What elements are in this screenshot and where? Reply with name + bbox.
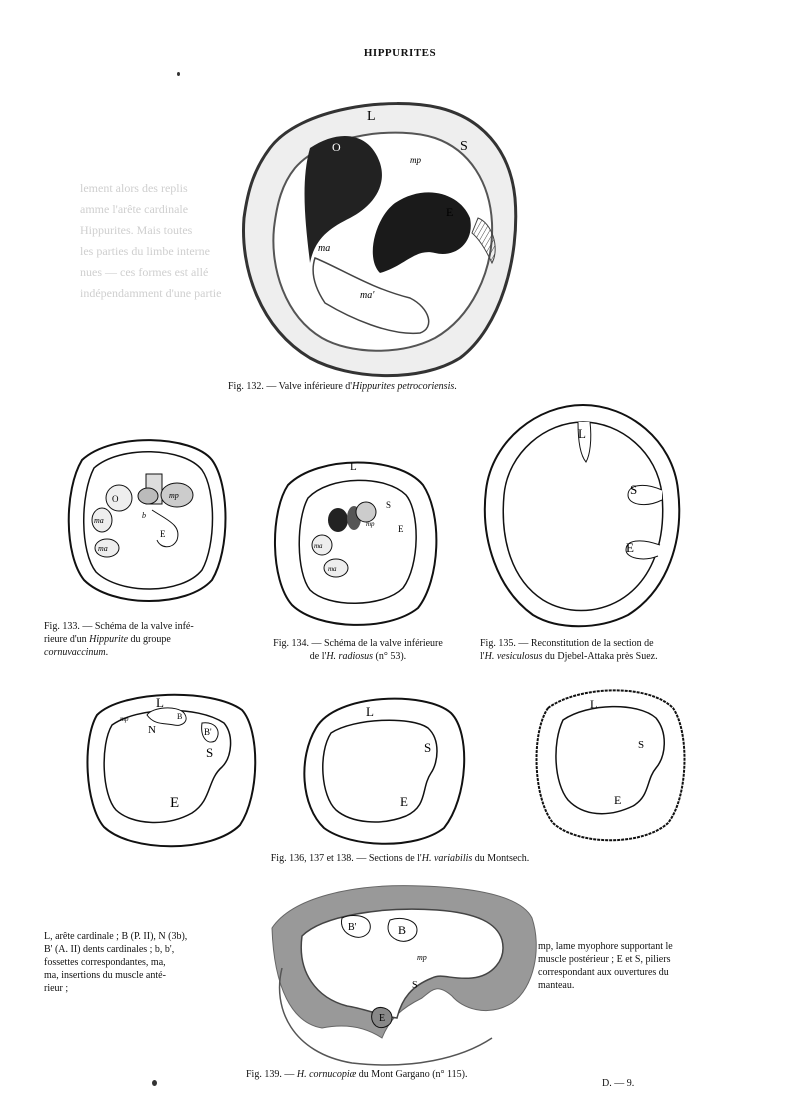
caption-num: Fig. 132. bbox=[228, 381, 264, 392]
fig-132-label-ma-prime: ma' bbox=[360, 290, 375, 301]
legend-right bbox=[538, 940, 768, 992]
caption-text: l' bbox=[480, 651, 485, 662]
ink-blot bbox=[152, 1080, 157, 1086]
fig-136-label-mp: mp bbox=[120, 715, 129, 723]
legend-line: ma, insertions du muscle anté- bbox=[44, 970, 166, 981]
fig-133-label-ma-2: ma bbox=[98, 544, 108, 553]
legend-line: manteau. bbox=[538, 980, 575, 991]
fig-136-label-e: E bbox=[170, 795, 180, 811]
fig-137-label-l: L bbox=[366, 704, 374, 719]
legend-line: B' (A. II) dents cardinales ; b, b', bbox=[44, 944, 175, 955]
caption-text: Sections de l' bbox=[368, 853, 422, 864]
caption-species: cornuvaccinum bbox=[44, 647, 106, 658]
caption-text: Schéma de la valve infé- bbox=[94, 621, 194, 632]
fig-132-label-mp: mp bbox=[410, 155, 421, 165]
fig-133-label-e: E bbox=[160, 529, 166, 539]
bleed-line: indépendamment d'une partie bbox=[80, 286, 222, 300]
bleed-line: amme l'arête cardinale bbox=[80, 202, 189, 216]
caption-genus: Hippurite bbox=[89, 634, 129, 645]
caption-dash: — bbox=[263, 381, 279, 392]
fig-134-drawing bbox=[268, 450, 443, 630]
fig-137-label-s: S bbox=[424, 740, 432, 755]
bleed-line: lement alors des replis bbox=[80, 181, 188, 195]
fig-138-label-l: L bbox=[590, 697, 598, 711]
fig-136-label-l: L bbox=[156, 695, 164, 710]
fig-139-label-b-prime: B' bbox=[348, 922, 357, 933]
fig-139-drawing bbox=[262, 878, 542, 1068]
fig-134-label-l: L bbox=[350, 461, 357, 473]
fig-134-label-mp: mp bbox=[366, 520, 375, 528]
legend-line: L, arête cardinale ; B (P. II), N (3b), bbox=[44, 931, 188, 942]
fig-134-label-ma: ma bbox=[314, 542, 323, 550]
ink-dot bbox=[177, 72, 180, 76]
caption-num: Fig. 136, 137 et 138. bbox=[270, 853, 354, 864]
caption-end: . bbox=[105, 647, 109, 658]
fig-133-label-b: b bbox=[142, 511, 146, 520]
fig-136-drawing bbox=[82, 685, 262, 855]
caption-text: Reconstitution de la section de bbox=[530, 638, 654, 649]
caption-fig-136-138 bbox=[0, 852, 800, 865]
caption-end: . bbox=[454, 381, 457, 392]
legend-line: correspondant aux ouvertures du bbox=[538, 967, 669, 978]
fig-134-label-e: E bbox=[398, 524, 404, 534]
caption-num: Fig. 134. bbox=[273, 638, 309, 649]
caption-fig-132 bbox=[228, 380, 457, 393]
fig-132-label-l: L bbox=[367, 109, 376, 124]
caption-species: H. radiosus bbox=[326, 651, 374, 662]
bleed-line: nues — ces formes est allé bbox=[80, 265, 209, 279]
fig-139-label-mp: mp bbox=[417, 953, 427, 962]
fig-136-label-s: S bbox=[206, 745, 214, 760]
legend-line: fossettes correspondantes, ma, bbox=[44, 957, 166, 968]
signature-mark: D. — 9. bbox=[602, 1078, 635, 1089]
caption-dash: — bbox=[281, 1069, 297, 1080]
fig-132-label-e: E bbox=[446, 205, 454, 219]
caption-dash: — bbox=[79, 621, 95, 632]
fig-133-label-ma: ma bbox=[94, 516, 104, 525]
fig-139-label-b: B bbox=[398, 923, 407, 937]
caption-num: Fig. 133. bbox=[44, 621, 80, 632]
bleed-line: les parties du limbe interne bbox=[80, 244, 210, 258]
caption-fig-139 bbox=[246, 1068, 468, 1081]
caption-num: Fig. 135. bbox=[480, 638, 516, 649]
fig-132-label-o: O bbox=[332, 140, 341, 154]
caption-species: H. cornucopiæ bbox=[296, 1069, 357, 1080]
caption-num: Fig. 139. bbox=[246, 1069, 282, 1080]
legend-line: rieur ; bbox=[44, 983, 69, 994]
fig-133-label-mp: mp bbox=[169, 491, 179, 500]
fig-136-label-b-prime: B' bbox=[204, 727, 212, 737]
fig-135-label-l: L bbox=[578, 426, 586, 441]
caption-fig-134 bbox=[243, 637, 473, 663]
fig-135-drawing bbox=[478, 400, 688, 630]
caption-species: H. variabilis bbox=[421, 853, 473, 864]
running-header: HIPPURITES bbox=[363, 47, 437, 59]
caption-dash: — bbox=[309, 638, 324, 649]
fig-137-drawing bbox=[296, 688, 471, 848]
caption-species: Hippurites petrocoriensis bbox=[352, 381, 455, 392]
legend-line: mp, lame myophore supportant le bbox=[538, 941, 673, 952]
fig-139-label-e: E bbox=[379, 1013, 386, 1024]
fig-135-label-s: S bbox=[630, 482, 638, 497]
caption-text: (n° 53). bbox=[373, 651, 407, 662]
caption-dash: — bbox=[515, 638, 531, 649]
fig-138-drawing bbox=[528, 678, 693, 848]
fig-135-label-e: E bbox=[626, 540, 634, 555]
caption-fig-133 bbox=[44, 620, 234, 659]
bleed-line: Hippurites. Mais toutes bbox=[80, 223, 193, 237]
fig-132-drawing bbox=[230, 88, 530, 388]
fig-134-label-s: S bbox=[386, 500, 392, 510]
caption-fig-135 bbox=[480, 637, 780, 663]
caption-text: du Djebel-Attaka près Suez. bbox=[542, 651, 658, 662]
caption-text: de l' bbox=[309, 651, 327, 662]
fig-138-label-e: E bbox=[614, 793, 622, 807]
caption-text: du groupe bbox=[128, 634, 171, 645]
caption-text: rieure d'un bbox=[44, 634, 90, 645]
caption-end: du Mont Gargano (n° 115). bbox=[356, 1069, 468, 1080]
fig-132-label-ma: ma bbox=[318, 243, 331, 254]
fig-134-label-ma-2: ma bbox=[328, 565, 337, 573]
fig-138-label-s: S bbox=[638, 739, 645, 751]
caption-dash: — bbox=[353, 853, 369, 864]
fig-132-label-s: S bbox=[460, 139, 468, 154]
fig-133-drawing bbox=[62, 430, 232, 610]
fig-139-label-s: S bbox=[412, 980, 418, 991]
fig-133-label-o: O bbox=[112, 494, 119, 504]
fig-137-label-e: E bbox=[400, 794, 408, 809]
caption-species: H. vesiculosus bbox=[484, 651, 543, 662]
fig-136-label-n: N bbox=[148, 724, 156, 736]
caption-end: du Montsech. bbox=[472, 853, 530, 864]
caption-text: Schéma de la valve inférieure bbox=[324, 638, 443, 649]
legend-left bbox=[44, 930, 264, 995]
legend-line: muscle postérieur ; E et S, piliers bbox=[538, 954, 671, 965]
caption-text: Valve inférieure d' bbox=[278, 381, 353, 392]
fig-136-label-b: B bbox=[177, 712, 183, 721]
